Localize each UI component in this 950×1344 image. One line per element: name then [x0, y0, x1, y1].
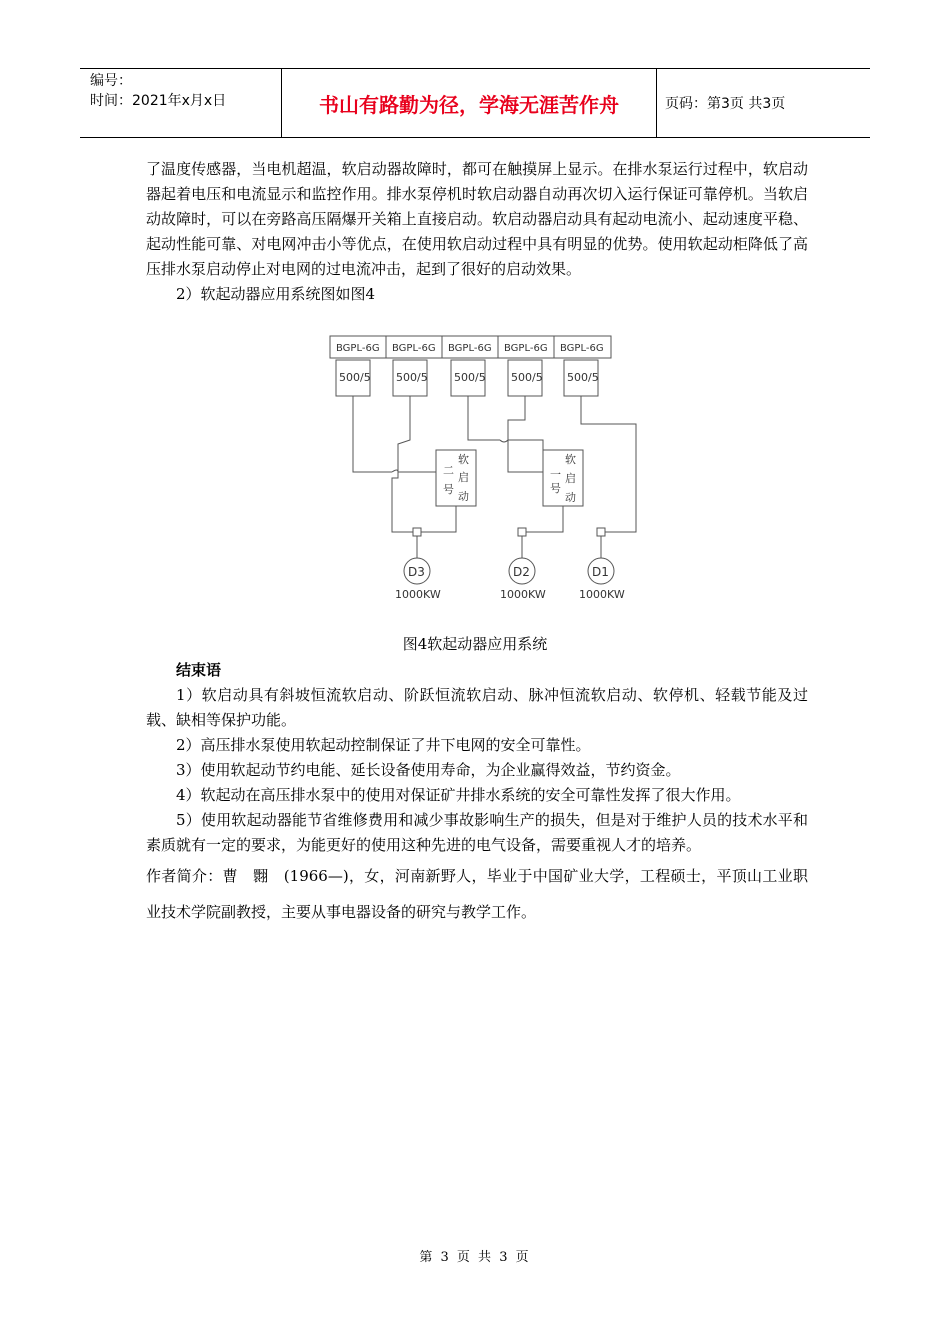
motor-d3-power: 1000KW: [395, 588, 441, 601]
switch-label-3: BGPL-6G: [448, 343, 492, 354]
starter-b-char-3: 启: [565, 472, 576, 485]
conclusion-item-4: 4）软起动在高压排水泵中的使用对保证矿井排水系统的安全可靠性发挥了很大作用。: [176, 786, 741, 804]
conclusion-item-1: 1）软启动具有斜坡恒流软启动、阶跃恒流软启动、脉冲恒流软启动、软停机、轻载节能及过载、缺相等保护功能。: [146, 686, 808, 729]
starter-a-char-3: 启: [458, 471, 469, 484]
time-label: 时间：2021年x月x日: [90, 93, 227, 109]
motor-d2-name: D2: [513, 565, 530, 579]
starter-a-char-1: 软: [458, 453, 469, 466]
starter-b-char-5: 动: [565, 491, 576, 504]
conclusion-item-3: 3）使用软起动节约电能、延长设备使用寿命，为企业赢得效益，节约资金。: [176, 761, 681, 779]
motor-d1-name: D1: [592, 565, 609, 579]
ct-label-5: 500/5: [567, 371, 599, 384]
motor-d2-power: 1000KW: [500, 588, 546, 601]
switch-label-5: BGPL-6G: [560, 343, 604, 354]
motor-d1-power: 1000KW: [579, 588, 625, 601]
switch-label-1: BGPL-6G: [336, 343, 380, 354]
conclusion-title: 结束语: [176, 661, 222, 679]
paragraph-1: 了温度传感器，当电机超温，软启动器故障时，都可在触摸屏上显示。在排水泵运行过程中，软启动器起着电压和电流显示和监控作用。排水泵停机时软启动器自动再次切入运行保证可靠停机。当软启动故障时，可以在旁路高压隔爆开关箱上直接启动。软启动器启动具有起动电流小、起动速度平稳、起动性能可靠、对电网冲击小等优点，在使用软启动过程中具有明显的优势。使用软起动柜降低了高压排水泵启动停止对电网的过电流冲击，起到了很好的启动效果。: [146, 160, 808, 278]
page-footer: 第 3 页 共 3 页: [419, 1250, 531, 1265]
switch-label-4: BGPL-6G: [504, 343, 548, 354]
starter-a-char-2: 二: [443, 464, 454, 477]
ct-label-1: 500/5: [339, 371, 371, 384]
soft-starter-diagram: [0, 0, 950, 620]
ct-label-3: 500/5: [454, 371, 486, 384]
starter-a-char-5: 动: [458, 490, 469, 503]
starter-b-char-4: 号: [550, 482, 561, 495]
author-bio: 作者简介：曹 翾 (1966—)，女，河南新野人，毕业于中国矿业大学，工程硕士，平顶山工业职业技术学院副教授，主要从事电器设备的研究与教学工作。: [146, 867, 808, 921]
number-label: 编号：: [90, 73, 132, 89]
header-page-label: 页码：第3页 共3页: [665, 96, 786, 112]
motor-d3-name: D3: [408, 565, 425, 579]
header-motto: 书山有路勤为径，学海无涯苦作舟: [282, 69, 657, 137]
ct-label-2: 500/5: [396, 371, 428, 384]
starter-b-char-1: 软: [565, 453, 576, 466]
conclusion-item-2: 2）高压排水泵使用软起动控制保证了井下电网的安全可靠性。: [176, 736, 591, 754]
starter-b-char-2: 一: [550, 468, 561, 481]
conclusion-item-5: 5）使用软起动器能节省维修费用和减少事故影响生产的损失，但是对于维护人员的技术水平和素质就有一定的要求，为能更好的使用这种先进的电气设备，需要重视人才的培养。: [146, 811, 808, 854]
ct-label-4: 500/5: [511, 371, 543, 384]
paragraph-2: 2）软起动器应用系统图如图4: [176, 285, 376, 303]
conclusion-section: [146, 658, 808, 930]
switch-label-2: BGPL-6G: [392, 343, 436, 354]
starter-a-char-4: 号: [443, 483, 454, 496]
figure-caption: 图4软起动器应用系统: [402, 635, 548, 653]
